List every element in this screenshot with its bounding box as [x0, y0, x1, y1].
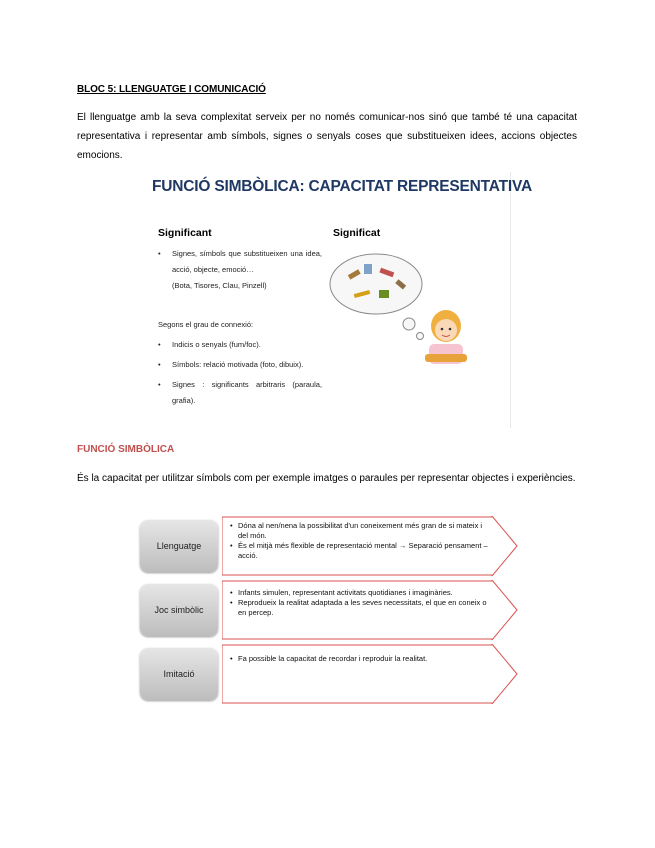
- bullet-signes-arbitraris: • Signes : significants arbitraris (paraula, grafia).: [158, 377, 322, 409]
- llenguatge-bullets: [230, 521, 492, 561]
- smartart-diagram: [138, 512, 520, 708]
- significant-heading: Significant: [158, 227, 212, 239]
- document-heading: BLOC 5: LLENGUATGE I COMUNICACIÓ: [77, 84, 266, 95]
- label-joc-simbolic: Joc simbòlic: [140, 584, 218, 636]
- label-llenguatge: Llenguatge: [140, 520, 218, 572]
- significat-heading: Significat: [333, 227, 381, 239]
- label-imitacio: Imitació: [140, 648, 218, 700]
- bullet: • Fa possible la capacitat de recordar i reproduir la realitat.: [230, 654, 492, 664]
- example-list: (Bota, Tisores, Clau, Pinzell): [172, 281, 267, 290]
- bullet: • Dóna al nen/nena la possibilitat d'un coneixement més gran de si mateix i del món.: [230, 521, 492, 541]
- significant-list: [158, 246, 322, 294]
- thought-cloud-image: [324, 242, 434, 342]
- bullet-simbols: • Símbols: relació motivada (foto, dibuix).: [158, 357, 322, 373]
- bullet: • Reprodueix la realitat adaptada a les seves necessitats, el que en coneix o en percep.: [230, 598, 492, 618]
- connexio-list: [158, 317, 322, 409]
- slide-figure: [146, 172, 532, 428]
- bullet: • És el mitjà més flexible de representació mental → Separació pensament – acció.: [230, 541, 492, 561]
- bullet: • Infants simulen, representant activitats quotidianes i imaginàries.: [230, 588, 492, 598]
- intro-paragraph: El llenguatge amb la seva complexitat serveix per no només comunicar-nos sinó que també té una capacitat representativa i representar amb símbols, signes o senyals coses que substitueixen idees, accions objectes emocions.: [77, 112, 577, 161]
- imitacio-bullets: [230, 654, 492, 664]
- bullet-indicis: • Indicis o senyals (fum/foc).: [158, 337, 322, 353]
- section-paragraph: És la capacitat per utilitzar símbols com per exemple imatges o paraules per representar objectes i experiències.: [77, 473, 576, 484]
- slide-title: FUNCIÓ SIMBÒLICA: CAPACITAT REPRESENTATIVA: [152, 178, 532, 195]
- section-title: FUNCIÓ SIMBÒLICA: [77, 444, 175, 455]
- bullet-signes: • Signes, símbols que substitueixen una idea, acció, objecte, emoció…: [158, 246, 322, 278]
- girl-image: [421, 304, 471, 366]
- arrow-shape: [222, 644, 518, 704]
- grau-connexio: Segons el grau de connexió:: [158, 320, 254, 329]
- joc-simbolic-bullets: [230, 588, 492, 618]
